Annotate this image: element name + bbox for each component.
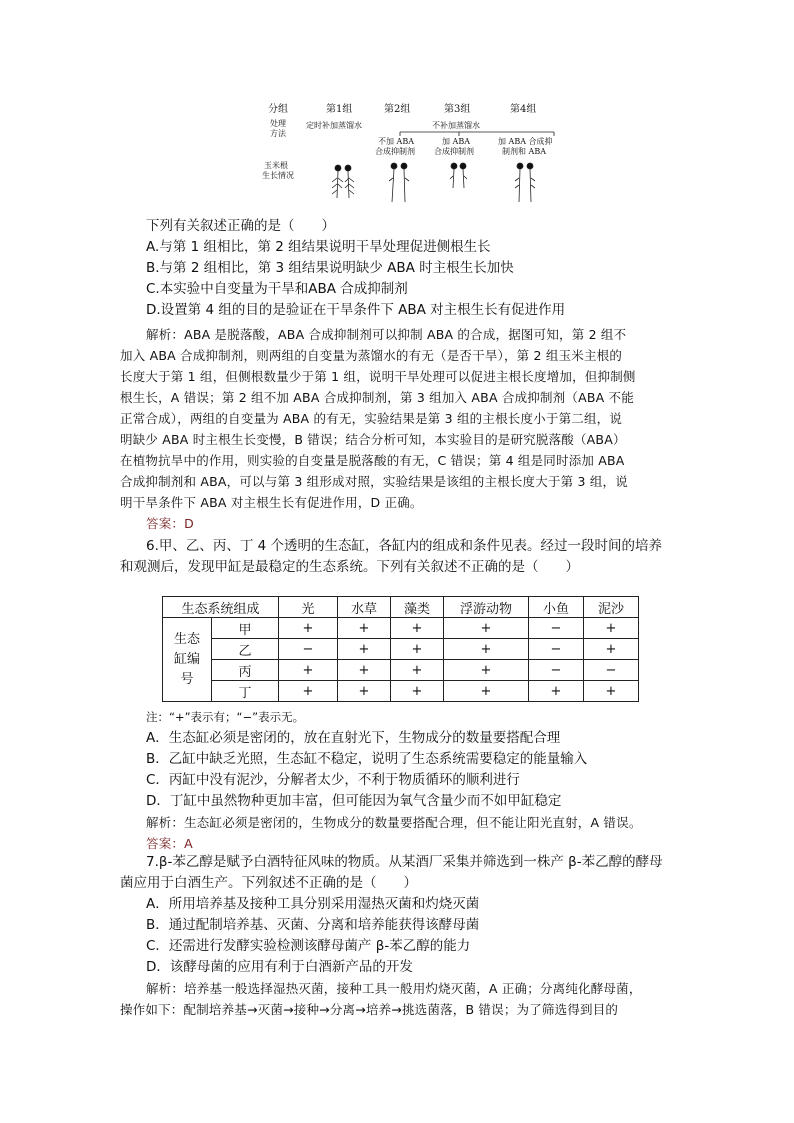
fig-method-g2-l2: 合成抑制剂 — [375, 147, 415, 156]
q5-option-b: B.与第 2 组相比，第 3 组结果说明缺少 ABA 时主根生长加快 — [146, 260, 514, 276]
q7-stem-1: 7.β-苯乙醇是赋予白酒特征风味的物质。从某酒厂采集并筛选到一株产 β-苯乙醇的酵母 — [146, 854, 663, 870]
q6-option-c: C．丙缸中没有泥沙，分解者太少，不利于物质循环的顺利进行 — [146, 772, 520, 788]
table-row-label-line: 缸编 — [173, 651, 200, 667]
q6-analysis-block — [146, 812, 706, 854]
table-cell: + — [279, 681, 338, 702]
q5-answer: 答案：D — [146, 516, 194, 531]
fig-method-g1: 定时补加蒸馏水 — [306, 121, 362, 130]
table-cell: + — [338, 660, 391, 681]
fig-roots-group-1 — [332, 165, 354, 198]
q7-option-c: C．还需进行发酵实验检测该酵母菌产 β-苯乙醇的能力 — [146, 938, 471, 954]
q6-stem-1: 6.甲、乙、丙、丁 4 个透明的生态缸，各缸内的组成和条件见表。经过一段时间的培养 — [146, 538, 663, 554]
fig-growth-label-2: 生长情况 — [262, 171, 294, 180]
q5-analysis-line: 明缺少 ABA 时主根生长变慢，B 错误；结合分析可知，本实验目的是研究脱落酸（ABA） — [120, 432, 626, 447]
q7-option-d: D．该酵母菌的应用有利于白酒新产品的开发 — [146, 959, 413, 975]
fig-method-g3-l2: 合成抑制剂 — [434, 147, 474, 156]
table-cell: 丙 — [212, 660, 279, 681]
table-cell: − — [584, 660, 639, 681]
q6-option-b: B．乙缸中缺乏光照，生态缸不稳定，说明了生态系统需要稳定的能量输入 — [146, 751, 588, 767]
fig-drawing — [262, 98, 562, 208]
fig-group-4: 第4组 — [510, 104, 537, 115]
q5-analysis — [120, 324, 680, 534]
table-cell: + — [584, 681, 639, 702]
q5-analysis-line: 正常合成），两组的自变量为 ABA 的有无，实验结果是第 3 组的主根长度小于第二组，说 — [120, 411, 623, 426]
q6-block — [120, 536, 700, 578]
q5-analysis-line: 解析：ABA 是脱落酸，ABA 合成抑制剂可以抑制 ABA 的合成，据图可知，第 2 组不 — [146, 327, 627, 342]
table-row-label — [163, 618, 212, 702]
q6-option-a: A．生态缸必须是密闭的，放在直射光下，生物成分的数量要搭配合理 — [146, 730, 561, 746]
table-row-label-line: 生态 — [173, 631, 200, 647]
fig-method-g4-l1: 加 ABA 合成抑 — [498, 137, 553, 146]
q5-option-c: C.本实验中自变量为干旱和ABA 合成抑制剂 — [146, 281, 408, 297]
table-cell: + — [338, 639, 391, 660]
table-cell: + — [279, 660, 338, 681]
table-row — [163, 618, 639, 639]
table-header-cell: 浮游动物 — [444, 597, 529, 618]
q6-answer: 答案：A — [146, 836, 193, 851]
q7-option-a: A．所用培养基及接种工具分别采用湿热灭菌和灼烧灭菌 — [146, 896, 480, 912]
table-cell: + — [444, 639, 529, 660]
experiment-figure — [262, 98, 562, 208]
q5-analysis-line: 合成抑制剂和 ABA，可以与第 3 组形成对照，实验结果是该组的主根长度大于第 3 组，说 — [120, 474, 628, 489]
table-cell: 丁 — [212, 681, 279, 702]
fig-method-bracket: 不补加蒸馏水 — [432, 121, 480, 130]
table-cell: 甲 — [212, 618, 279, 639]
table-header-cell: 泥沙 — [584, 597, 639, 618]
table-cell: + — [391, 681, 444, 702]
q5-analysis-line: 明干旱条件下 ABA 对主根生长有促进作用，D 正确。 — [120, 495, 423, 510]
q5-analysis-line: 加入 ABA 合成抑制剂，则两组的自变量为蒸馏水的有无（是否干旱），第 2 组玉米主根的 — [120, 348, 623, 363]
table-cell: + — [391, 618, 444, 639]
fig-group-2: 第2组 — [384, 104, 411, 115]
table-cell: − — [529, 618, 584, 639]
q6-option-d: D．丁缸中虽然物种更加丰富，但可能因为氧气含量少而不如甲缸稳定 — [146, 793, 562, 809]
table-cell: − — [529, 660, 584, 681]
fig-method-label-1: 处理 — [270, 119, 286, 128]
fig-method-g3-l1: 加 ABA — [442, 137, 470, 146]
q7-analysis-line: 解析：培养基一般选择湿热灭菌，接种工具一般用灼烧灭菌，A 正确；分离纯化酵母菌， — [146, 981, 642, 996]
fig-bracket-line — [400, 132, 554, 136]
table-cell: − — [279, 639, 338, 660]
q5-stem: 下列有关叙述正确的是（ ） — [146, 218, 335, 234]
q6-stem-2: 和观测后，发现甲缸是最稳定的生态系统。下列有关叙述不正确的是（ ） — [120, 559, 579, 575]
table-cell: 乙 — [212, 639, 279, 660]
fig-growth-label-1: 玉米根 — [264, 161, 288, 170]
fig-method-label-2: 方法 — [270, 129, 286, 138]
q5-option-a: A.与第 1 组相比，第 2 组结果说明干旱处理促进侧根生长 — [146, 239, 491, 255]
table-row — [163, 660, 639, 681]
fig-roots-group-4 — [515, 163, 535, 202]
q5-analysis-line: 长度大于第 1 组，但侧根数量少于第 1 组，说明干旱处理可以促进主根长度增加，但抑制侧 — [120, 369, 636, 384]
table-cell: + — [529, 681, 584, 702]
q7-stem-2: 菌应用于白酒生产。下列叙述不正确的是（ ） — [120, 875, 417, 891]
table-cell: + — [444, 618, 529, 639]
table-header-cell: 水草 — [338, 597, 391, 618]
q7-analysis — [120, 978, 680, 1020]
table-cell: + — [279, 618, 338, 639]
table-cell: + — [444, 681, 529, 702]
table-cell: − — [529, 639, 584, 660]
table-cell: + — [391, 660, 444, 681]
q5-option-d: D.设置第 4 组的目的是验证在干旱条件下 ABA 对主根生长有促进作用 — [146, 302, 566, 318]
fig-roots-group-2 — [389, 163, 409, 202]
table-row — [163, 639, 639, 660]
table-cell: + — [444, 660, 529, 681]
q7-analysis-line: 操作如下：配制培养基→灭菌→接种→分离→培养→挑选菌落，B 错误；为了筛选得到目的 — [120, 1002, 619, 1017]
fig-method-g2-l1: 不加 ABA — [378, 137, 414, 146]
fig-group-3: 第3组 — [444, 104, 471, 115]
table-row-label-line: 号 — [180, 671, 194, 687]
q6-options — [146, 728, 706, 812]
fig-roots-group-3 — [450, 163, 467, 188]
table-cell: + — [584, 639, 639, 660]
fig-method-g4-l2: 制剂和 ABA — [502, 147, 546, 156]
q7-option-b: B．通过配制培养基、灭菌、分离和培养能获得该酵母菌 — [146, 917, 480, 933]
q7-block — [120, 852, 700, 894]
q5-analysis-line: 在植物抗旱中的作用，则实验的自变量是脱落酸的有无，C 错误；第 4 组是同时添加 ABA — [120, 453, 625, 468]
table-cell: + — [584, 618, 639, 639]
q5-block — [146, 216, 706, 321]
q6-analysis: 解析：生态缸必须是密闭的，生物成分的数量要搭配合理，但不能让阳光直射，A 错误。 — [146, 815, 642, 830]
q7-options — [146, 894, 706, 978]
fig-row-label-group: 分组 — [268, 104, 288, 115]
table-header-cell: 藻类 — [391, 597, 444, 618]
ecosystem-table — [162, 596, 639, 702]
table-cell: + — [338, 618, 391, 639]
table-header-cell: 生态系统组成 — [163, 597, 279, 618]
table-note: 注：“+”表示有；“−”表示无。 — [146, 710, 305, 724]
table-cell: + — [391, 639, 444, 660]
table-header-cell: 小鱼 — [529, 597, 584, 618]
q5-analysis-line: 根生长，A 错误；第 2 组不加 ABA 合成抑制剂，第 3 组加入 ABA 合成抑制剂（ABA 不能 — [120, 390, 634, 405]
table-row — [163, 681, 639, 702]
table-header-row — [163, 597, 639, 618]
table-header-cell: 光 — [279, 597, 338, 618]
table-cell: + — [338, 681, 391, 702]
fig-group-1: 第1组 — [326, 104, 353, 115]
